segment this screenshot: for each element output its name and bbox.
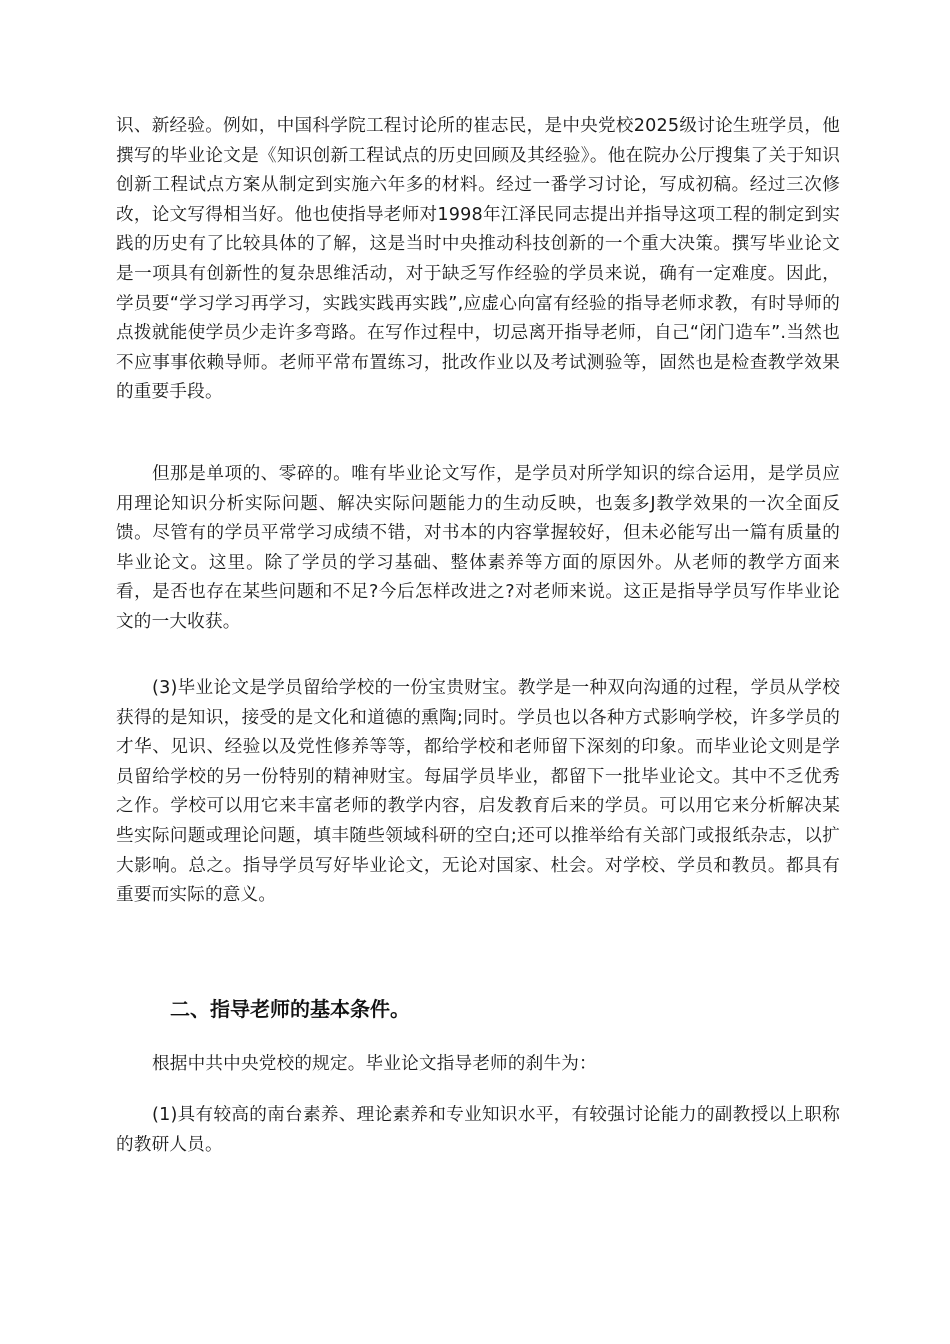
body-paragraph-1: 识、新经验。例如，中国科学院工程讨论所的崔志民，是中央党校2025级讨论生班学员，他撰写的毕业论文是《知识创新工程试点的历史回顾及其经验》。他在院办公厅搜集了关于知识创新工程试点方案从制定到实施六年多的材料。经过一番学习讨论，写成初稿。经过三次修改，论文写得相当好。他也使指导老师对1998年江泽民同志提出并指导这项工程的制定到实践的历史有了比较具体的了解，这是当时中央推动科技创新的一个重大决策。撰写毕业论文是一项具有创新性的复杂思维活动，对于缺乏写作经验的学员来说，确有一定难度。因此，学员要“学习学习再学习，实践实践再实践”,应虚心向富有经验的指导老师求教，有时导师的点拨就能使学员少走许多弯路。在写作过程中，切忌离开指导老师，自己“闭门造车”.当然也不应事事依赖导师。老师平常布置练习，批改作业以及考试测验等，固然也是检查教学效果的重要手段。 — [116, 116, 840, 403]
body-paragraph-2: 但那是单项的、零碎的。唯有毕业论文写作，是学员对所学知识的综合运用，是学员应用理论知识分析实际问题、解决实际问题能力的生动反映，也轰多J教学效果的一次全面反馈。尽管有的学员平常学习成绩不错，对书本的内容掌握较好，但未必能写出一篇有质量的毕业论文。这里。除了学员的学习基础、整体素养等方面的原因外。从老师的教学方面来看，是否也存在某些问题和不足?今后怎样改进之?对老师来说。这正是指导学员写作毕业论文的一大收获。 — [116, 464, 840, 632]
section-paragraph-1: 根据中共中央党校的规定。毕业论文指导老师的刹牛为： — [152, 1054, 597, 1074]
section-paragraph-2: (1)具有较高的南台素养、理论素养和专业知识水平，有较强讨论能力的副教授以上职称的教研人员。 — [116, 1105, 840, 1155]
section-heading: 二、指导老师的基本条件。 — [170, 997, 410, 1021]
body-paragraph-3: (3)毕业论文是学员留给学校的一份宝贵财宝。教学是一种双向沟通的过程，学员从学校获得的是知识，接受的是文化和道德的熏陶;同时。学员也以各种方式影响学校，许多学员的才华、见识、经验以及党性修养等等，都给学校和老师留下深刻的印象。而毕业论文则是学员留给学校的另一份特别的精神财宝。每届学员毕业，都留下一批毕业论文。其中不乏优秀之作。学校可以用它来丰富老师的教学内容，启发教育后来的学员。可以用它来分析解决某些实际问题或理论问题，填丰随些领域科研的空白;还可以推举给有关部门或报纸杂志，以扩大影响。总之。指导学员写好毕业论文，无论对国家、杜会。对学校、学员和教员。都具有重要而实际的意义。 — [116, 678, 840, 906]
